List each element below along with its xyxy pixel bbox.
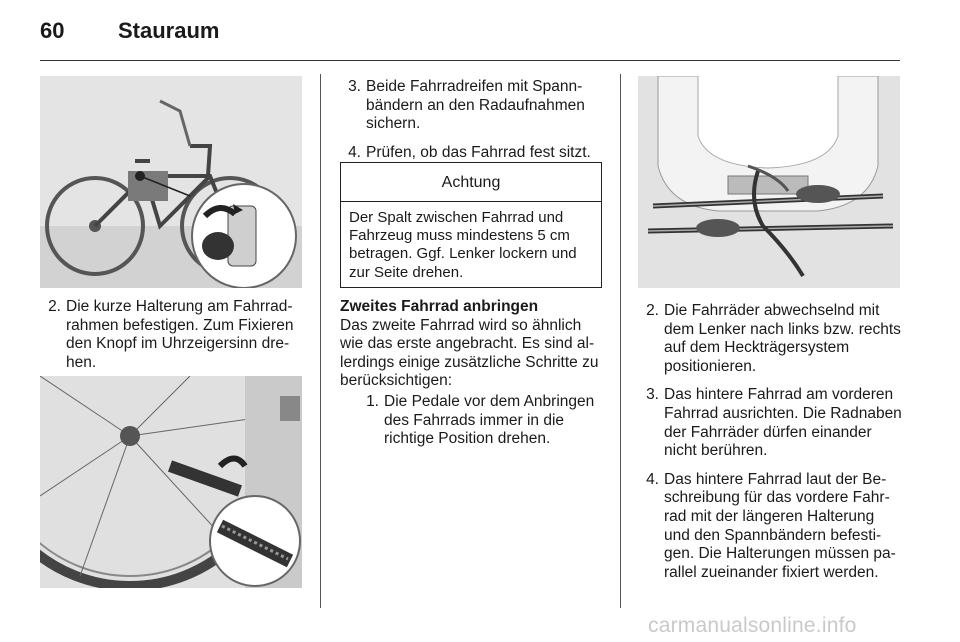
list-item [340, 78, 604, 134]
step-number: 3. [646, 386, 659, 404]
step-text: Beide Fahrradreifen mit Spannbändern an den Radaufnahmen sichern. [366, 78, 585, 133]
wheel-strap-illustration [40, 376, 302, 588]
page-title: Stauraum [118, 18, 220, 43]
list-item [638, 302, 902, 376]
caution-box [340, 162, 602, 288]
list-item [340, 144, 604, 163]
step-number: 4. [348, 143, 361, 161]
page-number: 60 [40, 18, 65, 43]
caution-title: Achtung [341, 163, 601, 202]
step-number: 1. [366, 392, 379, 410]
section-heading: Zweites Fahrrad anbringen [340, 298, 539, 315]
step-text: Die Fahrräder abwechselnd mit dem Lenker nach links bzw. rechts auf dem Heckträgersystem positionieren. [664, 302, 901, 375]
step-text: Prüfen, ob das Fahrrad fest sitzt. [366, 143, 591, 161]
step-text: Das hintere Fahrrad laut der Beschreibung für das vordere Fahrrad mit der längeren Halterung und den Spannbändern befestigen. Die Halterungen müssen parallel zueinander fixiert werden. [664, 470, 896, 581]
second-bike-section [340, 298, 604, 459]
step-number: 3. [348, 78, 361, 95]
watermark: carmanualsonline.info [648, 614, 857, 637]
step-text: Die kurze Halterung am Fahrradrahmen befestigen. Zum Fixieren den Knopf im Uhrzeigersinn drehen. [66, 298, 294, 371]
step-text: Das hintere Fahrrad am vorderen Fahrrad ausrichten. Die Radnaben der Fahrräder dürfen einander nicht berühren. [664, 386, 902, 460]
step-number: 2. [48, 298, 61, 315]
caution-text: Der Spalt zwischen Fahrrad und Fahrzeug muss mindestens 5 cm betragen. Ggf. Lenker lockern und zur Seite drehen. [349, 209, 577, 281]
section-intro: Das zweite Fahrrad wird so ähnlich wie das erste angebracht. Es sind allerdings einige zusätzliche Schritte zu berücksichtigen: [340, 316, 599, 390]
column-divider-left [320, 74, 321, 608]
left-instructions [40, 298, 304, 382]
step-text: Die Pedale vor dem Anbringen des Fahrrads immer in die richtige Position drehen. [384, 392, 595, 448]
list-item [340, 393, 604, 449]
two-bikes-topview-illustration [638, 76, 900, 288]
list-item [638, 386, 902, 460]
step-number: 2. [646, 302, 659, 319]
column-divider-right [620, 74, 621, 608]
step-number: 4. [646, 470, 659, 488]
header-rule [40, 60, 900, 61]
bike-rack-illustration [40, 76, 302, 288]
list-item [40, 298, 304, 372]
list-item [638, 471, 902, 583]
middle-instructions [340, 78, 604, 172]
right-instructions [638, 302, 902, 592]
